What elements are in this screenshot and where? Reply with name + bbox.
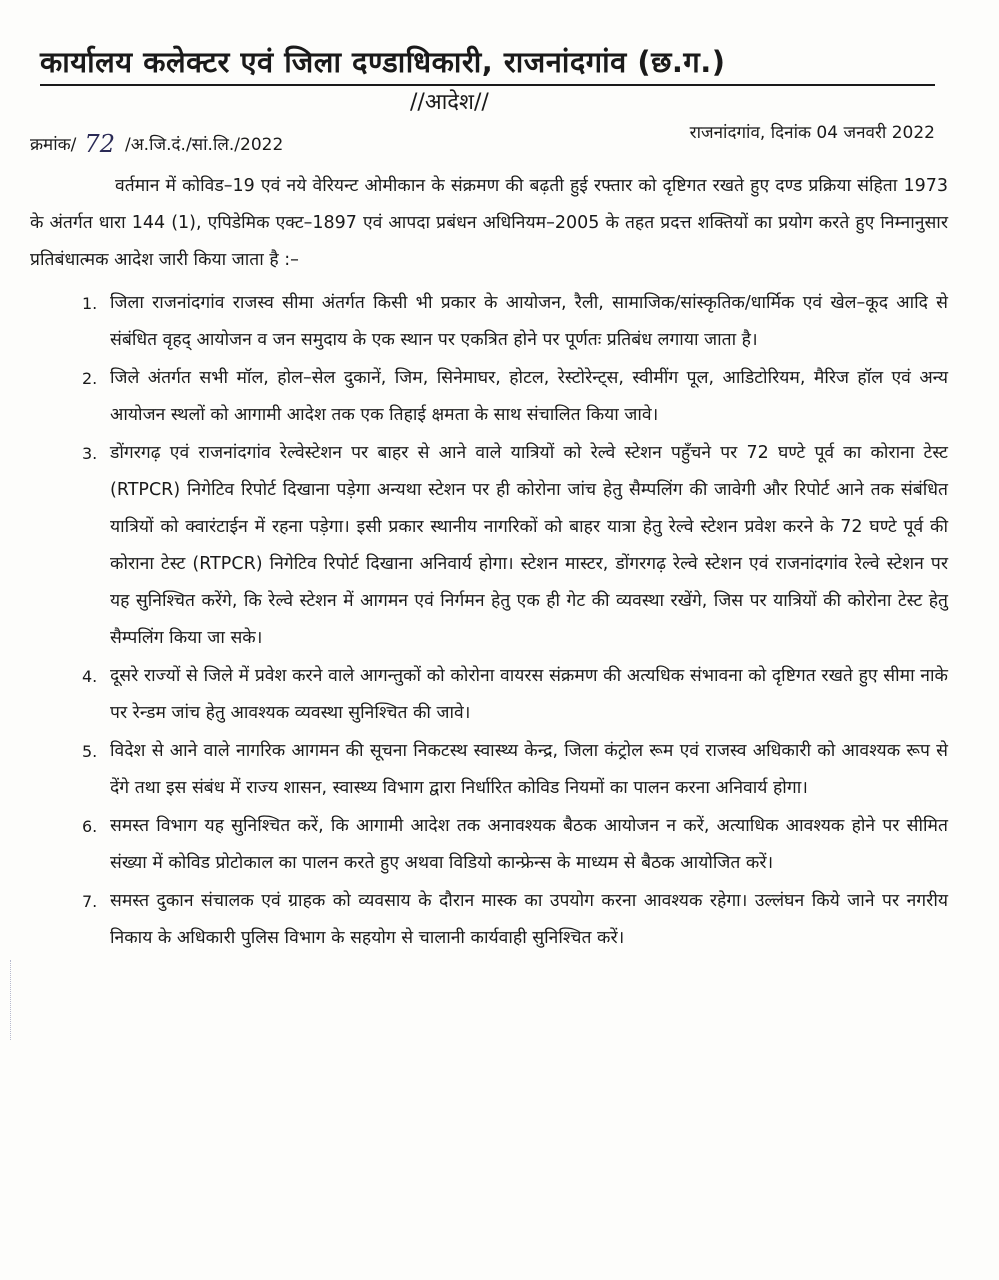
order-date: राजनांदगांव, दिनांक 04 जनवरी 2022 [689,123,935,143]
clause-number: 5. [82,742,98,761]
order-number-handwritten: 72 [84,130,115,158]
order-number-prefix: क्रमांक/ [30,135,77,155]
clause-number: 3. [82,444,98,463]
clause-item [30,360,948,434]
clause-text: समस्त विभाग यह सुनिश्चित करें, कि आगामी आदेश तक अनावश्यक बैठक आयोजन न करें, अत्याधिक आवश्यक होने पर सीमित संख्या में कोविड प्रोटोकाल का पालन करते हुए अथवा विडियो कान्फ्रेन्स के माध्यम से बैठक आयोजित करें। [110,816,948,873]
order-meta-row [30,120,935,158]
order-body [30,168,948,958]
clause-item [30,658,948,732]
clause-text: जिले अंतर्गत सभी मॉल, होल–सेल दुकानें, जिम, सिनेमाघर, होटल, रेस्टोरेन्ट्स, स्वीमींग पूल, आडिटोरियम, मैरिज हॉल एवं अन्य आयोजन स्थलों को आगामी आदेश तक एक तिहाई क्षमता के साथ संचालित किया जावे। [110,368,948,425]
order-title: //आदेश// [410,90,489,115]
clause-item [30,808,948,882]
clause-list [30,285,948,957]
clause-number: 1. [82,294,98,313]
office-heading: कार्यालय कलेक्टर एवं जिला दण्डाधिकारी, राजनांदगांव (छ.ग.) [40,45,726,79]
clause-number: 2. [82,369,98,388]
clause-number: 7. [82,892,98,911]
clause-number: 4. [82,667,98,686]
clause-text: डोंगरगढ़ एवं राजनांदगांव रेल्वेस्टेशन पर बाहर से आने वाले यात्रियों को रेल्वे स्टेशन पहुँचने पर 72 घण्टे पूर्व का कोराना टेस्ट (RTPCR) निगेटिव रिपोर्ट दिखाना पड़ेगा अन्यथा स्टेशन पर ही कोरोना जांच हेतु सैम्पलिंग की जावेगी और रिपोर्ट आने तक संबंधित यात्रियों को क्वारंटाईन में रहना पड़ेगा। इसी प्रकार स्थानीय नागरिकों को बाहर यात्रा हेतु रेल्वे स्टेशन प्रवेश करने के 72 घण्टे पूर्व की कोराना टेस्ट (RTPCR) निगेटिव रिपोर्ट दिखाना अनिवार्य होगा। स्टेशन मास्टर, डोंगरगढ़ रेल्वे स्टेशन एवं राजनांदगांव रेल्वे स्टेशन पर यह सुनिश्चित करेंगे, कि रेल्वे स्टेशन में आगमन एवं निर्गमन हेतु एक ही गेट की व्यवस्था रखेंगे, जिस पर यात्रियों की कोरोना टेस्ट हेतु सैम्पलिंग किया जा सके। [110,443,948,648]
clause-text: दूसरे राज्यों से जिले में प्रवेश करने वाले आगन्तुकों को कोरोना वायरस संक्रमण की अत्यधिक संभावना को दृष्टिगत रखते हुए सीमा नाके पर रेन्डम जांच हेतु आवश्यक व्यवस्था सुनिश्चित की जावे। [110,666,948,723]
clause-text: विदेश से आने वाले नागरिक आगमन की सूचना निकटस्थ स्वास्थ्य केन्द्र, जिला कंट्रोल रूम एवं राजस्व अधिकारी को आवश्यक रूप से देंगे तथा इस संबंध में राज्य शासन, स्वास्थ्य विभाग द्वारा निर्धारित कोविड नियमों का पालन करना अनिवार्य होगा। [110,741,948,798]
order-number [30,128,283,156]
clause-text: जिला राजनांदगांव राजस्व सीमा अंतर्गत किसी भी प्रकार के आयोजन, रैली, सामाजिक/सांस्कृतिक/धार्मिक एवं खेल–कूद आदि से संबंधित वृहद् आयोजन व जन समुदाय के एक स्थान पर एकत्रित होने पर पूर्णतः प्रतिबंध लगाया जाता है। [110,293,948,350]
clause-text: समस्त दुकान संचालक एवं ग्राहक को व्यवसाय के दौरान मास्क का उपयोग करना आवश्यक रहेगा। उल्लंघन किये जाने पर नगरीय निकाय के अधिकारी पुलिस विभाग के सहयोग से चालानी कार्यवाही सुनिश्चित करें। [110,891,948,948]
clause-item [30,883,948,957]
page-edge-mark [0,960,11,1040]
preamble-paragraph: वर्तमान में कोविड–19 एवं नये वेरियन्ट ओमीकान के संक्रमण की बढ़ती हुई रफ्तार को दृष्टिगत रखते हुए दण्ड प्रक्रिया संहिता 1973 के अंतर्गत धारा 144 (1), एपिडेमिक एक्ट–1897 एवं आपदा प्रबंधन अधिनियम–2005 के तहत प्रदत्त शक्तियों का प्रयोग करते हुए निम्नानुसार प्रतिबंधात्मक आदेश जारी किया जाता है :– [30,176,948,270]
clause-number: 6. [82,817,98,836]
clause-item [30,733,948,807]
clause-item [30,435,948,657]
order-number-suffix: /अ.जि.दं./सां.लि./2022 [124,135,284,155]
clause-item [30,285,948,359]
